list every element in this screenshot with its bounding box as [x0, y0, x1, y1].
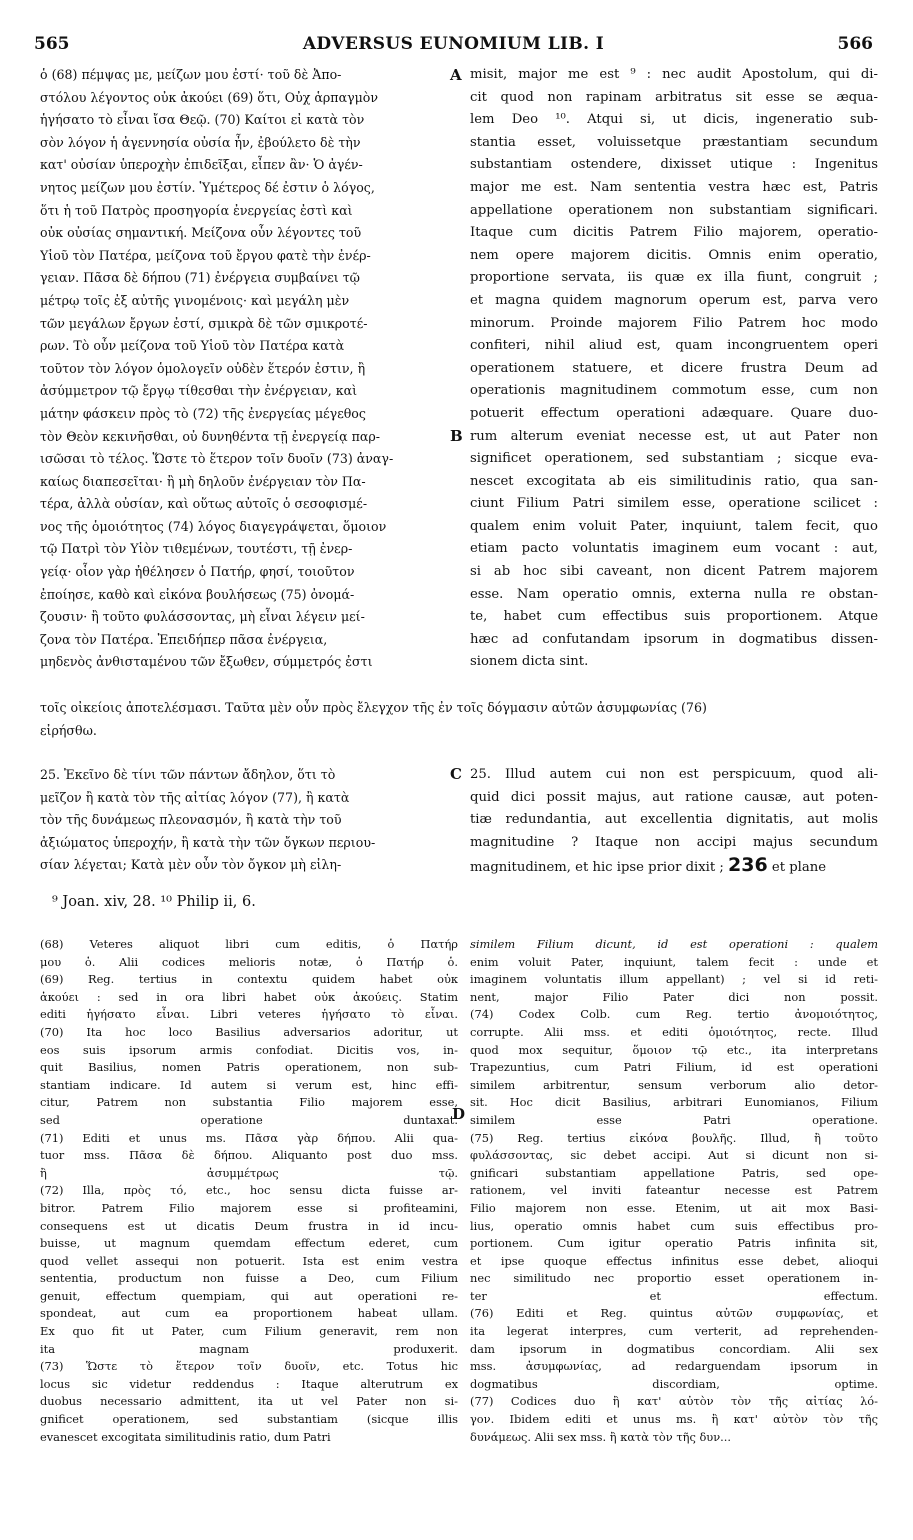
greek-text-line: οὐκ οὐσίας σημαντική. Μείζονα οὖν λέγοντες τοῦ — [40, 225, 362, 241]
footnote-line: μου ὁ. Alii codices melioris notæ, ὁ Πατήρ ὁ. — [40, 954, 458, 969]
greek-text-line: ἀσύμμετρον τῷ ἔργῳ τίθεσθαι τὴν ἐνέργειαν, καὶ — [40, 383, 358, 399]
footnote-line: (74) Codex Colb. cum Reg. tertio ἀνομοιότητος, — [470, 1007, 878, 1022]
footnote-line: stantiam indicare. Id autem si verum est, hinc effi- — [40, 1077, 458, 1092]
footnote-line: consequens est ut dicatis Deum frustra in id incu- — [40, 1218, 458, 1233]
footnote-line: evanescet excogitata similitudinis ratio, dum Patri — [40, 1429, 331, 1444]
latin-text-line: nem opere majorem dicitis. Omnis enim operatio, — [470, 247, 878, 263]
greek-text-line: γείᾳ· οἷον γὰρ ἠθέλησεν ὁ Πατήρ, φησί, τοιοῦτον — [40, 564, 355, 580]
footnote-line: bitror. Patrem Filio majorem esse si profiteamini, — [40, 1200, 458, 1215]
footnote-line: sed operatione duntaxat. — [40, 1112, 458, 1127]
footnote-line: ita magnam produxerit. — [40, 1341, 458, 1356]
footnote-line: nent, major Filio Pater dici non possit. — [470, 989, 878, 1004]
footnote-line: ita legerat interpres, cum verterit, ad reprehenden- — [470, 1324, 878, 1339]
latin-text-line: nescet excogitata ab eis similitudinis ratio, qua san- — [470, 473, 878, 489]
latin-text-line: ciunt Filium Patri similem esse, operatione scilicet : — [470, 496, 878, 512]
footnote-line: (72) Illa, πρὸς τό, etc., hoc sensu dicta fuisse ar- — [40, 1183, 458, 1198]
latin-text-line: potuerit effectum operationi adæquare. Quare duo- — [470, 405, 878, 421]
footnote-line: locus sic videtur reddendus : Itaque alterutrum ex — [40, 1376, 458, 1391]
greek-text-line: ἡγήσατο τὸ εἶναι ἴσα Θεῷ. (70) Καίτοι εἰ κατὰ τὸν — [40, 112, 365, 128]
greek-text-line: μάτην φάσκειν πρὸς τὸ (72) τῆς ἐνεργείας μέγεθος — [40, 405, 366, 421]
greek-text-line: ζουσιν· ἢ τοῦτο φυλάσσοντας, μὴ εἶναι λέγειν μεί- — [40, 609, 365, 625]
page-number-left: 565 — [34, 34, 70, 54]
footnote-line: rationem, vel inviti fateantur necesse est Patrem — [470, 1183, 878, 1198]
footnote-line: similem arbitrentur, sensum verborum alio detor- — [470, 1077, 878, 1092]
latin-text-line: stantia esset, voluissetque præstantiam secundum — [470, 134, 878, 150]
latin-text-line: misit, major me est ⁹ : nec audit Apostolum, qui di- — [470, 67, 878, 82]
margin-letter-a: A — [450, 66, 462, 84]
footnote-line: imaginem voluntatis illum appellant) ; vel si id reti- — [470, 972, 878, 987]
section-25-greek-line: σίαν λέγεται; Κατὰ μὲν οὖν τὸν ὄγκον μὴ εἰλη- — [40, 857, 342, 873]
full-width-line: εἰρήσθω. — [40, 722, 97, 738]
section-25-latin-line: 25. Illud autem cui non est perspicuum, quod ali- — [470, 767, 878, 782]
greek-text-line: Υἱοῦ τὸν Πατέρα, μείζονα τοῦ ἔργου φατὲ τὴν ἐνέρ- — [40, 247, 371, 263]
greek-text-line: ἐποίησε, καθὸ καὶ εἰκόνα βουλήσεως (75) ὀνομά- — [40, 586, 355, 602]
greek-text-line: τῶν μεγάλων ἔργων ἐστί, σμικρὰ δὲ τῶν σμικροτέ- — [40, 315, 368, 331]
footnote-line: similem Filium dicunt, id est operationi : qualem — [470, 937, 878, 951]
latin-text-line: Itaque cum dicitis Patrem Filio majorem, operatio- — [470, 225, 878, 241]
footnote-line: Trapezuntius, cum Patri Filium, id est operationi — [470, 1060, 878, 1075]
section-25-greek-line: 25. Ἐκεῖνο δὲ τίνι τῶν πάντων ἄδηλον, ὅτι τὸ — [40, 767, 336, 782]
footnote-line: ter et effectum. — [470, 1288, 878, 1303]
footnote-line: ἢ ἀσυμμέτρως τῷ. — [40, 1165, 458, 1180]
latin-text-line: substantiam ostendere, dixisset utique : Ingenitus — [470, 157, 878, 173]
footnote-line: quit Basilius, nomen Patris operationem, non sub- — [40, 1060, 458, 1075]
latin-column — [470, 64, 878, 674]
section-25-latin-line: quid dici possit majus, aut ratione causæ, aut poten- — [470, 789, 878, 805]
full-width-text — [40, 697, 878, 742]
footnote-line: δυνάμεως. Alii sex mss. ἢ κατὰ τὸν τῆς δυν... — [470, 1429, 732, 1444]
section-25-greek-line: τὸν τῆς δυνάμεως πλεονασμόν, ἢ κατὰ τὴν τοῦ — [40, 812, 342, 828]
latin-text-line: et magna quidem magnorum operum est, parva vero — [470, 292, 878, 308]
footnote-line: et ipse quoque effectus infinitus esse debet, alioqui — [470, 1253, 878, 1268]
footnote-line: buisse, ut magnum quemdam effectum ederet, cum — [40, 1236, 458, 1251]
footnote-line: duobus necessario admittent, ita ut vel Pater non si- — [40, 1394, 458, 1409]
footnote-line: dam ipsorum in dogmatibus concordiam. Alii sex — [470, 1341, 878, 1356]
latin-text-line: sionem dicta sint. — [470, 654, 589, 670]
footnote-line: citur, Patrem non substantia Filio majorem esse, — [40, 1095, 458, 1110]
latin-text-line: operationis magnitudinem commotum esse, cum non — [470, 383, 878, 399]
footnote-line: Filio majorem non esse. Etenim, ut ait mox Basi- — [470, 1200, 878, 1215]
footnote-line: ἀκούει : sed in ora libri habet οὐκ ἀκούεις. Statim — [40, 989, 458, 1004]
latin-text-line: significet operationem, sed substantiam ; sicque eva- — [470, 451, 878, 467]
footnote-line: (73) Ὥστε τὸ ἕτερον τοῖν δυοῖν, etc. Totus hic — [40, 1359, 458, 1374]
footnote-line: sententia, productum non fuisse a Deo, cum Filium — [40, 1271, 458, 1286]
page-number-right: 566 — [837, 34, 873, 54]
footnote-line: corrupte. Alii mss. et editi ὁμοιότητος, recte. Illud — [470, 1024, 878, 1039]
latin-text-line: major me est. Nam sententia vestra hæc est, Patris — [470, 179, 878, 195]
greek-text-line: ὁ (68) πέμψας με, μείζων μου ἐστί· τοῦ δὲ Ἀπο- — [40, 67, 342, 82]
footnote-line: tuor mss. Πᾶσα δὲ δήπου. Aliquanto post duo mss. — [40, 1148, 458, 1163]
footnote-line: mss. ἀσυμφωνίας, ad redarguendam ipsorum in — [470, 1359, 878, 1374]
section-25-greek-line: μεῖζον ἢ κατὰ τὸν τῆς αἰτίας λόγον (77), ἢ κατὰ — [40, 789, 350, 805]
latin-text-line: operationem statuere, et dicere frustra Deum ad — [470, 360, 878, 376]
greek-text-line: ζονα τὸν Πατέρα. Ἐπειδήπερ πᾶσα ἐνέργεια, — [40, 631, 328, 647]
footnote-line: dogmatibus discordiam, optime. — [470, 1376, 878, 1391]
greek-text-line: τὸν Θεὸν κεκινῆσθαι, οὐ δυνηθέντα τῇ ἐνεργείᾳ παρ- — [40, 428, 381, 444]
footnotes-left — [40, 936, 458, 1446]
greek-text-line: μηδενὸς ἀνθισταμένου τῶν ἔξωθεν, σύμμετρός ἐστι — [40, 654, 373, 670]
greek-text-line: τοῦτον τὸν λόγον ὁμολογεῖν οὐδὲν ἕτερόν ἐστιν, ἢ — [40, 360, 366, 376]
section-25-latin-line: tiæ redundantia, aut excellentia dignitatis, aut molis — [470, 812, 878, 828]
greek-text-line: ρων. Τὸ οὖν μείζονα τοῦ Υἱοῦ τὸν Πατέρα κατὰ — [40, 338, 345, 354]
latin-text-line: hæc ad confutandam ipsorum in dogmatibus dissen- — [470, 631, 878, 647]
greek-text-line: σὸν λόγον ἡ ἀγεννησία οὐσία ἦν, ἐβούλετο δὲ τὴν — [40, 134, 361, 150]
latin-text-line: proportione servata, iis quæ ex illa fiunt, congruit ; — [470, 270, 878, 286]
greek-text-line: νος τῆς ὁμοιότητος (74) λόγος διαγεγράψεται, ὅμοιον — [40, 518, 387, 534]
footnote-line: (77) Codices duo ἢ κατ' αὐτὸν τὸν τῆς αἰτίας λό- — [470, 1394, 878, 1409]
latin-text-line: rum alterum eveniat necesse est, ut aut Pater non — [470, 428, 878, 444]
section-25-greek — [40, 764, 458, 877]
footnote-line: spondeat, aut cum ea proportionem habeat ullam. — [40, 1306, 458, 1321]
latin-text-line: si ab hoc sibi caveant, non dicent Patrem majorem — [470, 564, 878, 580]
full-width-line: τοῖς οἰκείοις ἀποτελέσμασι. Ταῦτα μὲν οὖν πρὸς ἔλεγχον τῆς ἐν τοῖς δόγμασιν αὐτῶν ἀσυμφωνίας (76) — [40, 700, 707, 715]
greek-text-line: τέρα, ἀλλὰ οὐσίαν, καὶ οὕτως αὐτοῖς ὁ σεσοφισμέ- — [40, 496, 368, 512]
greek-text-line: γειαν. Πᾶσα δὲ δήπου (71) ἐνέργεια συμβαίνει τῷ — [40, 270, 360, 286]
footnote-line: lius, operatio omnis habet cum suis effectibus pro- — [470, 1218, 878, 1233]
latin-text-line: esse. Nam operatio omnis, externa nulla re obstan- — [470, 586, 878, 602]
latin-text-line: lem Deo ¹⁰. Atqui si, ut dicis, ingeneratio sub- — [470, 112, 878, 128]
footnote-line: (75) Reg. tertius εἰκόνα βουλῆς. Illud, ἢ τοῦτο — [470, 1130, 878, 1145]
margin-letter-d: D — [452, 1105, 466, 1123]
greek-column — [40, 64, 458, 674]
latin-text-line: cit quod non rapinam arbitratus sit esse se æqua- — [470, 89, 878, 105]
latin-text-line: appellatione operationem non substantiam significari. — [470, 202, 878, 218]
margin-letter-c: C — [450, 765, 462, 783]
footnote-line: (71) Editi et unus ms. Πᾶσα γὰρ δήπου. Alii qua- — [40, 1130, 458, 1145]
footnote-line: nec similitudo nec proportio esset operationem in- — [470, 1271, 878, 1286]
page-marker: 236 — [728, 854, 768, 876]
footnote-line: φυλάσσοντας, sic debet accipi. Aut si dicunt non si- — [470, 1148, 878, 1163]
footnote-line: γον. Ibidem editi et unus ms. ἢ κατ' αὐτὸν τὸν τῆς — [470, 1412, 878, 1427]
greek-text-line: καίως διαπεσεῖται· ἢ μὴ δηλοῦν ἐνέργειαν τὸν Πα- — [40, 473, 366, 489]
running-title: ADVERSUS EUNOMIUM LIB. I — [302, 34, 605, 54]
section-25-latin — [470, 764, 878, 854]
greek-text-line: ισῶσαι τὸ τέλος. Ὥστε τὸ ἕτερον τοῖν δυοῖν (73) ἀναγ- — [40, 451, 394, 467]
footnote-line: (70) Ita hoc loco Basilius adversarios adoritur, ut — [40, 1024, 458, 1039]
greek-text-line: μέτρῳ τοῖς ἐξ αὐτῆς γινομένοις· καὶ μεγάλη μὲν — [40, 292, 350, 308]
footnote-line: genuit, effectum quempiam, qui aut operationi re- — [40, 1288, 458, 1303]
greek-text-line: ὅτι ἡ τοῦ Πατρὸς προσηγορία ἐνεργείας ἐστὶ καὶ — [40, 202, 353, 218]
margin-letter-b: B — [450, 427, 463, 445]
greek-text-line: στόλου λέγοντος οὐκ ἀκούει (69) ὅτι, Οὐχ ἁρπαγμὸν — [40, 89, 379, 105]
section-25-latin-line-5: magnitudinem, et hic ipse prior dixit ; — [470, 860, 724, 875]
latin-text-line: te, habet cum effectibus suis proportionem. Atque — [470, 609, 878, 625]
scripture-references: ⁹ Joan. xiv, 28. ¹⁰ Philip ii, 6. — [52, 894, 256, 910]
greek-text-line: κατ' οὐσίαν ὑπεροχὴν ἐπιδεῖξαι, εἶπεν ἂν· Ὁ ἀγέν- — [40, 157, 363, 173]
footnote-line: (69) Reg. tertius in contextu quidem habet οὐκ — [40, 972, 458, 987]
greek-text-line: τῷ Πατρὶ τὸν Υἱὸν τιθεμένων, τουτέστι, τῇ ἐνερ- — [40, 541, 353, 557]
section-25-latin-last-line — [470, 854, 878, 880]
footnotes-right — [470, 936, 878, 1446]
section-25-greek-line: ἀξιώματος ὑπεροχήν, ἢ κατὰ τὴν τῶν ὄγκων περιου- — [40, 834, 376, 850]
footnote-line: eos suis ipsorum armis confodiat. Dicitis vos, in- — [40, 1042, 458, 1057]
footnote-line: gnificet operationem, sed substantiam (sicque illis — [40, 1412, 458, 1427]
footnote-line: gnificari substantiam appellatione Patris, sed ope- — [470, 1165, 878, 1180]
greek-text-line: νητος μείζων μου ἐστίν. Ὑμέτερος δέ ἐστιν ὁ λόγος, — [40, 179, 375, 195]
footnote-line: (76) Editi et Reg. quintus αὐτῶν συμφωνίας, et — [470, 1306, 878, 1321]
footnote-line: editi ἡγήσατο εἶναι. Libri veteres ἡγήσατο τὸ εἶναι. — [40, 1007, 458, 1022]
footnote-line: (68) Veteres aliquot libri cum editis, ὁ Πατήρ — [40, 937, 458, 951]
footnote-line: quod vellet assequi non potuerit. Ista est enim vestra — [40, 1253, 458, 1268]
footnote-line: portionem. Cum igitur operatio Patris infinita sit, — [470, 1236, 878, 1251]
footnote-line: similem esse Patri operatione. — [470, 1112, 878, 1127]
footnote-line: enim voluit Pater, inquiunt, talem fecit : unde et — [470, 954, 878, 969]
latin-text-line: qualem enim voluit Pater, inquiunt, talem fecit, quo — [470, 518, 878, 534]
section-25-latin-line: magnitudine ? Itaque non accipi majus secundum — [470, 834, 878, 850]
latin-text-line: minorum. Proinde majorem Filio Patrem hoc modo — [470, 315, 878, 331]
footnote-line: Ex quo fit ut Pater, cum Filium generavit, rem non — [40, 1324, 458, 1339]
section-25-latin-tail: et plane — [771, 860, 827, 875]
latin-text-line: confiteri, nihil aliud est, quam incongruentem operi — [470, 338, 878, 354]
footnote-line: quod mox sequitur, ὅμοιον τῷ etc., ita interpretans — [470, 1042, 878, 1057]
running-header — [34, 34, 873, 58]
latin-text-line: etiam pacto voluntatis imaginem eum vocant : aut, — [470, 541, 878, 557]
footnote-line: sit. Hoc dicit Basilius, arbitrari Eunomianos, Filium — [470, 1095, 878, 1110]
